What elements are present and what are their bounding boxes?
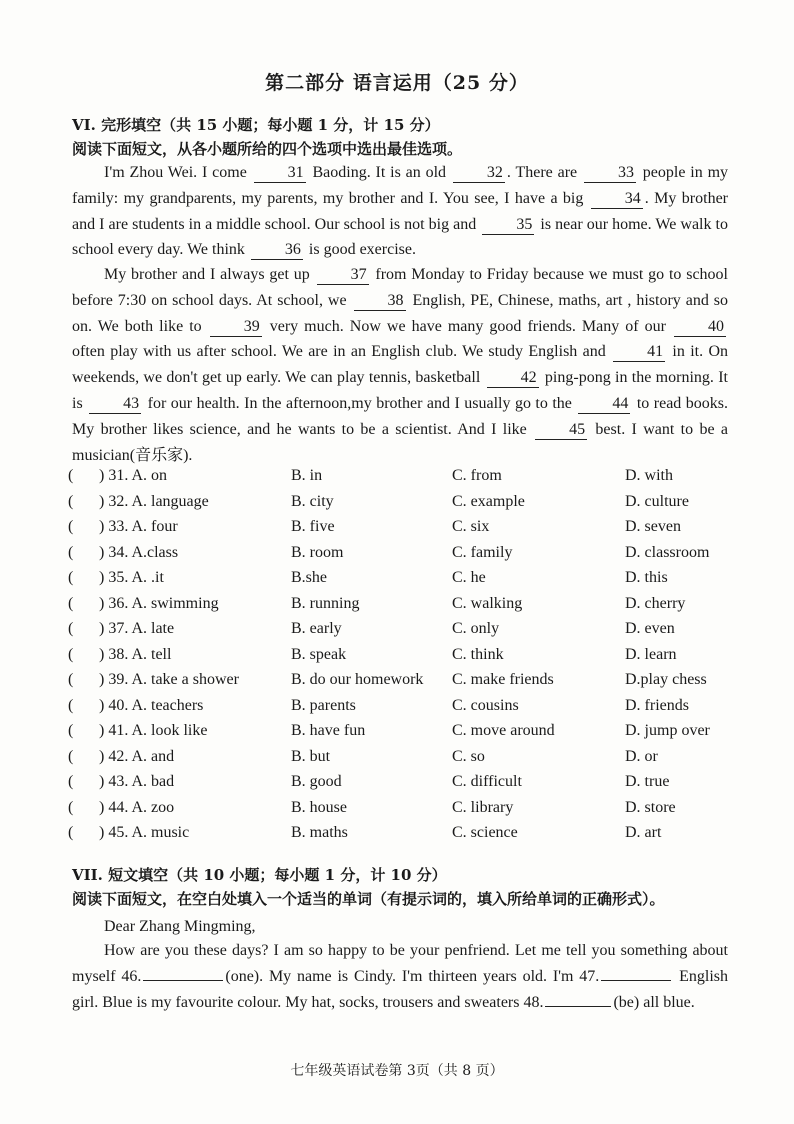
question-row [68, 646, 738, 672]
section7-heading: VII. 短文填空（共 10 小题；每小题 1 分，计 10 分） [72, 866, 447, 884]
option-b[interactable]: B. house [291, 798, 347, 816]
option-d[interactable]: D. art [625, 824, 662, 841]
option-a[interactable]: ) 33. A. four [99, 518, 178, 535]
answer-paren[interactable]: ( [68, 671, 74, 688]
option-d[interactable]: D. jump over [625, 722, 710, 739]
option-d[interactable]: D. store [625, 798, 676, 816]
question-row [68, 595, 738, 621]
blank-33[interactable]: 33 [584, 164, 636, 183]
question-row [68, 544, 738, 570]
blank-44[interactable]: 44 [578, 395, 630, 414]
letter-body [72, 938, 728, 1015]
cloze-paragraph-2 [72, 262, 728, 468]
text: English girl. Blue is my favourite colour. My hat, socks, trousers and sweaters 48. [72, 967, 729, 1011]
text: very much. Now we have many good friends. Many of our [263, 317, 673, 335]
option-a[interactable]: ) 44. A. zoo [99, 798, 175, 816]
option-b[interactable]: B. but [291, 747, 331, 765]
text: from Monday to Friday because we must go to school before 7:30 on school days. At school, we [72, 266, 728, 309]
option-d[interactable]: D. seven [625, 518, 681, 535]
answer-paren[interactable]: ( [68, 773, 74, 790]
option-d[interactable]: D. or [625, 747, 658, 765]
text: I'm Zhou Wei. I come [104, 164, 252, 181]
question-row [68, 671, 738, 697]
answer-48[interactable] [545, 992, 611, 1007]
option-c[interactable]: C. think [452, 645, 504, 663]
text: My brother and I always get up [104, 266, 315, 283]
answer-paren[interactable]: ( [68, 747, 74, 765]
question-row [68, 697, 738, 723]
option-d[interactable]: D. friends [625, 696, 689, 714]
blank-35[interactable]: 35 [482, 216, 534, 235]
text: English, PE, Chinese, maths, art , history and so on. We both like to [72, 291, 728, 335]
question-row [68, 467, 738, 493]
option-d[interactable]: D. classroom [625, 543, 710, 561]
text: (one). My name is Cindy. I'm thirteen years old. I'm 47. [225, 967, 600, 985]
option-d[interactable]: D. even [625, 620, 675, 637]
answer-paren[interactable]: ( [68, 722, 74, 739]
option-a[interactable]: ) 34. A.class [99, 543, 179, 561]
option-b[interactable]: B. in [291, 467, 323, 484]
option-b[interactable]: B. have fun [291, 722, 366, 739]
option-d[interactable]: D. learn [625, 645, 677, 663]
blank-43[interactable]: 43 [89, 395, 141, 414]
blank-39[interactable]: 39 [210, 318, 262, 337]
answer-paren[interactable]: ( [68, 594, 74, 612]
text: best. I want to be a musician(音乐家). [72, 420, 728, 464]
option-b[interactable]: B.she [291, 569, 327, 586]
option-b[interactable]: B. running [291, 594, 360, 612]
question-row [68, 620, 738, 646]
option-c[interactable]: C. cousins [452, 696, 519, 714]
blank-34[interactable]: 34 [591, 190, 643, 209]
option-a[interactable]: ) 32. A. language [99, 492, 209, 510]
page-footer: 七年级英语试卷第 3页（共 8 页） [290, 1063, 504, 1079]
answer-paren[interactable]: ( [68, 696, 74, 714]
answer-paren[interactable]: ( [68, 620, 74, 637]
option-c[interactable]: C. example [452, 492, 525, 510]
option-a[interactable]: ) 40. A. teachers [99, 696, 204, 714]
option-c[interactable]: C. library [452, 798, 514, 816]
option-b[interactable]: B. five [291, 518, 335, 535]
text: in it. On weekends, we don't get up early. We can play tennis, basketball [72, 343, 728, 387]
text: people in my family: my grandparents, my parents, my brother and I. You see, I have a big [72, 164, 729, 207]
question-row [68, 569, 738, 595]
blank-42[interactable]: 42 [487, 369, 539, 388]
option-c[interactable]: C. he [452, 569, 486, 586]
blank-40[interactable]: 40 [674, 318, 726, 337]
option-d[interactable]: D. with [625, 467, 673, 484]
option-b[interactable]: B. speak [291, 645, 347, 663]
answer-paren[interactable]: ( [68, 467, 74, 484]
question-row [68, 722, 738, 748]
blank-36[interactable]: 36 [251, 241, 303, 260]
text: How are you these days? I am so happy to be your penfriend. Let me tell you something about myself 46. [72, 942, 728, 985]
text: is near our home. We walk to school every day. We think [72, 215, 729, 259]
option-a[interactable]: ) 45. A. music [99, 824, 190, 841]
blank-32[interactable]: 32 [453, 164, 505, 183]
blank-31[interactable]: 31 [254, 164, 306, 183]
text: often play with us after school. We are in an English club. We study English and [72, 343, 612, 361]
option-b[interactable]: B. good [291, 773, 342, 790]
blank-45[interactable]: 45 [535, 421, 587, 440]
text: . There are [506, 164, 582, 181]
options-list [68, 467, 738, 850]
page-title: 第二部分 语言运用（25 分） [265, 72, 529, 94]
section7-instruction: 阅读下面短文，在空白处填入一个适当的单词（有提示词的，填入所给单词的正确形式）。 [72, 890, 665, 908]
answer-46[interactable] [143, 966, 223, 981]
question-row [68, 518, 738, 544]
option-b[interactable]: B. room [291, 543, 344, 561]
option-c[interactable]: C. move around [452, 722, 555, 739]
option-a[interactable]: ) 42. A. and [99, 747, 175, 765]
answer-47[interactable] [601, 966, 671, 981]
option-a[interactable]: ) 39. A. take a shower [99, 671, 239, 688]
question-row [68, 493, 738, 519]
answer-paren[interactable]: ( [68, 645, 74, 663]
blank-37[interactable]: 37 [317, 266, 369, 285]
cloze-paragraph-1 [72, 160, 728, 263]
text: . My brother and I are students in a middle school. Our school is not big and [72, 189, 728, 233]
question-row [68, 824, 738, 850]
answer-paren[interactable]: ( [68, 824, 74, 841]
option-a[interactable]: ) 41. A. look like [99, 722, 208, 739]
answer-paren[interactable]: ( [68, 543, 74, 561]
text: all blue. [639, 993, 695, 1011]
text: ping-pong in the morning. It is [72, 369, 728, 412]
blank-38[interactable]: 38 [354, 292, 406, 311]
answer-paren[interactable]: ( [68, 518, 74, 535]
option-a[interactable]: ) 38. A. tell [99, 645, 172, 663]
blank-41[interactable]: 41 [613, 343, 665, 362]
letter-greeting: Dear Zhang Mingming, [104, 918, 256, 935]
option-b[interactable]: B. early [291, 620, 342, 637]
option-b[interactable]: B. parents [291, 696, 356, 714]
answer-paren[interactable]: ( [68, 492, 74, 510]
text: for our health. In the afternoon,my brother and I usually go to the [143, 394, 577, 412]
option-c[interactable]: C. six [452, 518, 490, 535]
answer-paren[interactable]: ( [68, 569, 74, 586]
option-d[interactable]: D. true [625, 773, 670, 790]
option-c[interactable]: C. walking [452, 594, 523, 612]
option-b[interactable]: B. do our homework [291, 671, 424, 688]
option-b[interactable]: B. maths [291, 824, 348, 841]
text: (be) [613, 993, 640, 1011]
option-c[interactable]: C. so [452, 747, 485, 765]
question-row [68, 799, 738, 825]
option-a[interactable]: ) 43. A. bad [99, 773, 175, 790]
option-b[interactable]: B. city [291, 492, 334, 510]
text: is good exercise. [304, 241, 416, 259]
option-c[interactable]: C. only [452, 620, 500, 637]
question-row [68, 748, 738, 774]
option-c[interactable]: C. from [452, 467, 502, 484]
answer-paren[interactable]: ( [68, 798, 74, 816]
option-a[interactable]: ) 36. A. swimming [99, 594, 219, 612]
option-a[interactable]: ) 37. A. late [99, 620, 175, 637]
question-row [68, 773, 738, 799]
option-a[interactable]: ) 31. A. on [99, 467, 167, 484]
option-a[interactable]: ) 35. A. .it [99, 569, 164, 586]
option-d[interactable]: D. this [625, 569, 668, 586]
option-c[interactable]: C. difficult [452, 773, 522, 790]
option-c[interactable]: C. family [452, 543, 513, 561]
text: to read books. My brother likes science, and he wants to be a scientist. And I like [72, 394, 729, 438]
option-c[interactable]: C. make friends [452, 671, 554, 688]
section6-instruction: 阅读下面短文，从各小题所给的四个选项中选出最佳选项。 [72, 140, 463, 158]
section6-heading: VI. 完形填空（共 15 小题；每小题 1 分，计 15 分） [72, 116, 440, 134]
option-c[interactable]: C. science [452, 824, 518, 841]
option-d[interactable]: D.play chess [625, 671, 707, 688]
option-d[interactable]: D. culture [625, 492, 689, 510]
option-d[interactable]: D. cherry [625, 594, 686, 612]
text: Baoding. It is an old [307, 164, 451, 181]
